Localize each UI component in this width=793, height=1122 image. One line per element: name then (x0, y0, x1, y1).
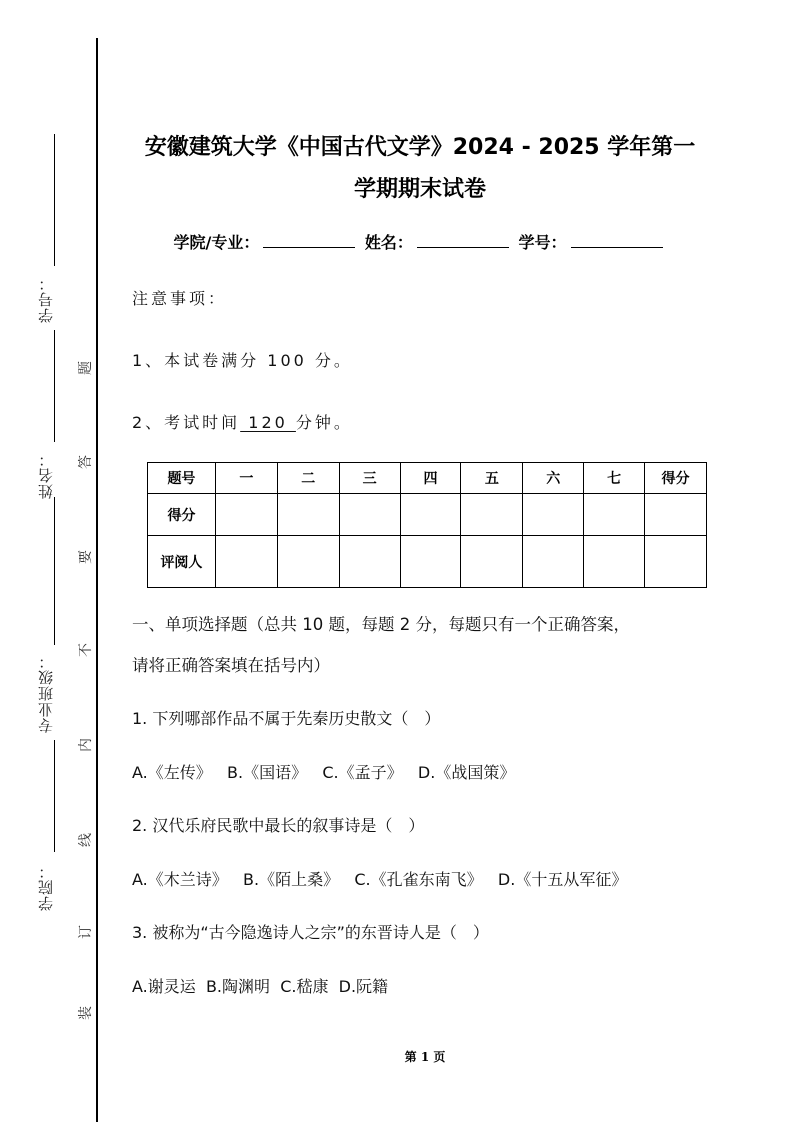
name-blank-line-top (54, 330, 55, 442)
section1-heading-line1: 一、单项选择题（总共 10 题，每题 2 分，每题只有一个正确答案， (132, 615, 630, 634)
grader-cell[interactable] (277, 536, 339, 588)
option-c: C.《孟子》 (322, 763, 403, 782)
score-cell[interactable] (645, 494, 707, 536)
question-3-options (132, 974, 388, 997)
score-cell[interactable] (584, 494, 645, 536)
margin-warning-char: 答 (78, 455, 94, 469)
option-a: A.谢灵运 (132, 977, 196, 996)
score-cell[interactable] (339, 494, 400, 536)
page-number: 第 1 页 (404, 1050, 446, 1064)
question-1-stem: 1. 下列哪部作品不属于先秦历史散文（ ） (132, 709, 441, 728)
row-label-score: 得分 (148, 494, 216, 536)
note-item-2-suffix: 分钟。 (295, 413, 353, 432)
question-3-stem: 3. 被称为“古今隐逸诗人之宗”的东晋诗人是（ ） (132, 923, 489, 942)
header-cell: 题号 (148, 463, 216, 494)
college-major-field[interactable] (263, 233, 355, 248)
option-c: C.嵇康 (280, 977, 329, 996)
margin-label-class: 专业班级： (37, 653, 55, 733)
grader-cell[interactable] (584, 536, 645, 588)
score-row (148, 494, 707, 536)
score-cell[interactable] (523, 494, 584, 536)
name-field[interactable] (417, 233, 509, 248)
grader-cell[interactable] (645, 536, 707, 588)
margin-label-student-id: 学号： (37, 275, 55, 323)
margin-warning-char: 题 (78, 361, 94, 375)
student-info-row (120, 230, 720, 253)
margin-warning-char: 订 (78, 925, 94, 939)
exam-duration-value: 120 (240, 413, 296, 432)
margin-label-name: 姓名： (37, 451, 55, 499)
question-1-options (132, 760, 515, 783)
class-blank-line (54, 497, 55, 645)
header-cell: 五 (461, 463, 523, 494)
name-label: 姓名： (364, 233, 413, 252)
header-cell: 二 (277, 463, 339, 494)
id-blank-line (54, 134, 55, 266)
grader-cell[interactable] (215, 536, 277, 588)
exam-title-line2: 学期期末试卷 (353, 177, 486, 202)
score-cell[interactable] (400, 494, 461, 536)
grader-cell[interactable] (523, 536, 584, 588)
score-table (147, 462, 707, 588)
grader-cell[interactable] (461, 536, 523, 588)
score-table-header-row (148, 463, 707, 494)
score-cell[interactable] (461, 494, 523, 536)
question-2-options (132, 867, 627, 890)
option-b: B.《陌上桑》 (243, 870, 340, 889)
student-id-label: 学号： (518, 233, 567, 252)
header-cell: 六 (523, 463, 584, 494)
option-b: B.《国语》 (227, 763, 308, 782)
grader-row (148, 536, 707, 588)
section1-heading-line2: 请将正确答案填在括号内） (132, 656, 330, 675)
question-2-stem: 2. 汉代乐府民歌中最长的叙事诗是（ ） (132, 816, 425, 835)
college-major-label: 学院/专业： (173, 233, 260, 252)
option-c: C.《孔雀东南飞》 (354, 870, 483, 889)
score-cell[interactable] (277, 494, 339, 536)
option-d: D.《战国策》 (417, 763, 516, 782)
student-id-field[interactable] (571, 233, 663, 248)
margin-warning-char: 装 (78, 1006, 94, 1020)
option-a: A.《木兰诗》 (132, 870, 228, 889)
grader-cell[interactable] (339, 536, 400, 588)
margin-label-college: 学院： (37, 863, 55, 911)
margin-warning-char: 内 (78, 738, 94, 752)
header-cell: 七 (584, 463, 645, 494)
college-blank-line (54, 740, 55, 852)
option-d: D.阮籍 (338, 977, 389, 996)
header-cell: 得分 (645, 463, 707, 494)
header-cell: 四 (400, 463, 461, 494)
header-cell: 三 (339, 463, 400, 494)
margin-warning-char: 要 (78, 550, 94, 564)
exam-title-line1: 安徽建筑大学《中国古代文学》2024 - 2025 学年第一 (144, 135, 696, 160)
score-cell[interactable] (215, 494, 277, 536)
row-label-grader: 评阅人 (148, 536, 216, 588)
option-a: A.《左传》 (132, 763, 212, 782)
note-item-2-prefix: 2、考试时间 (132, 413, 241, 432)
grader-cell[interactable] (400, 536, 461, 588)
binding-line (96, 38, 98, 1122)
note-item-2 (132, 410, 353, 433)
note-item-1: 1、本试卷满分 100 分。 (132, 351, 353, 370)
margin-warning-char: 线 (78, 833, 94, 847)
notes-heading: 注意事项： (132, 289, 228, 308)
header-cell: 一 (215, 463, 277, 494)
option-b: B.陶渊明 (205, 977, 271, 996)
margin-warning-char: 不 (78, 643, 94, 657)
option-d: D.《十五从军征》 (497, 870, 628, 889)
